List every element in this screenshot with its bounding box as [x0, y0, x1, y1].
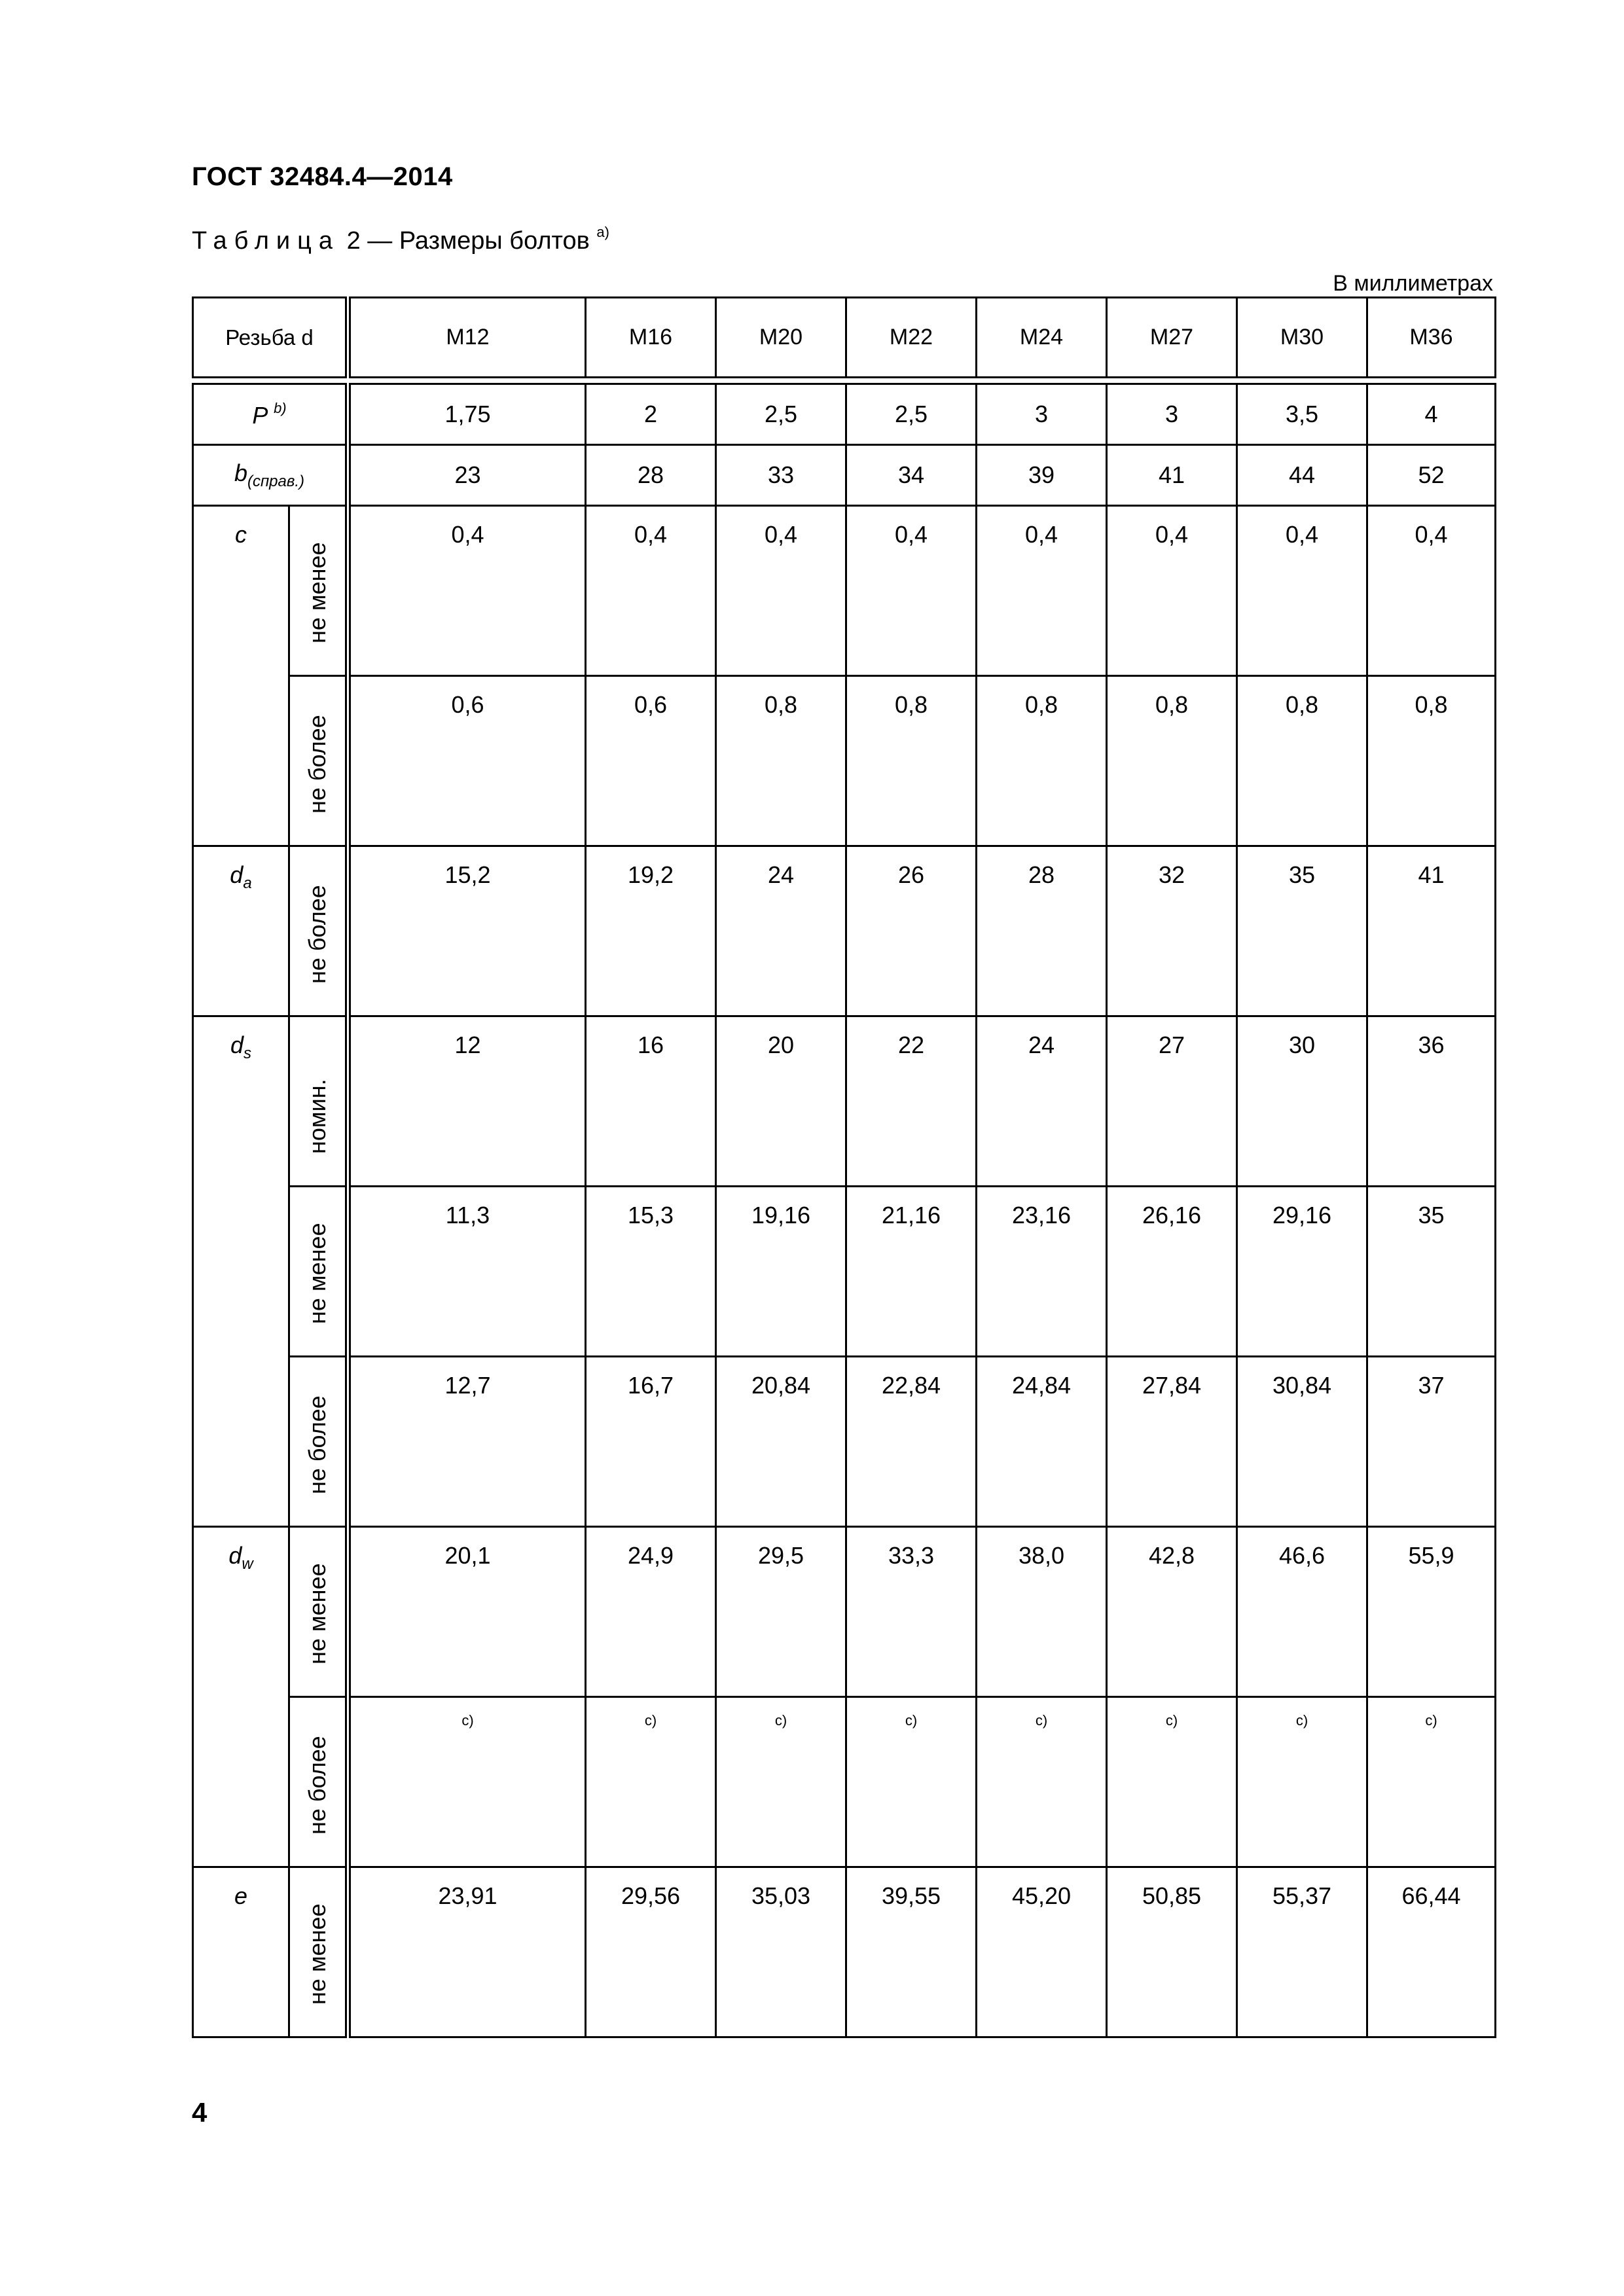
parameter-label	[193, 1527, 289, 1867]
header-rule-row	[193, 378, 1496, 384]
value-cell: 0,8	[1367, 676, 1496, 846]
value-cell: 4	[1367, 384, 1496, 445]
value-cell: 0,8	[716, 676, 846, 846]
value-cell: 2,5	[716, 384, 846, 445]
qualifier-label: не менее	[304, 1223, 331, 1324]
value-cell: 0,6	[348, 676, 586, 846]
value-cell: 0,8	[846, 676, 977, 846]
value-cell: 34	[846, 445, 977, 506]
qualifier-cell	[289, 506, 348, 676]
value-cell: 52	[1367, 445, 1496, 506]
value-cell: 12	[348, 1016, 586, 1187]
value-cell: 24	[716, 846, 846, 1016]
qualifier-cell	[289, 1697, 348, 1867]
parameter-subscript: (справ.)	[247, 473, 305, 491]
value-cell: 50,85	[1107, 1867, 1237, 2037]
parameter-subscript: w	[242, 1555, 253, 1573]
value-cell: 3	[1107, 384, 1237, 445]
parameter-symbol: b	[234, 459, 247, 486]
value-cell: 20,1	[348, 1527, 586, 1697]
qualifier-cell	[289, 1016, 348, 1187]
qualifier-cell	[289, 676, 348, 846]
page-number: 4	[192, 2097, 208, 2128]
bolt-dimensions-table	[192, 296, 1496, 2038]
value-cell: 0,4	[716, 506, 846, 676]
value-cell: 46,6	[1237, 1527, 1367, 1697]
value-cell: 26,16	[1107, 1187, 1237, 1357]
table-row	[193, 1697, 1496, 1867]
parameter-symbol: c	[235, 521, 247, 548]
table-row	[193, 445, 1496, 506]
value-cell: c)	[586, 1697, 716, 1867]
value-cell: 0,4	[846, 506, 977, 676]
value-cell: 15,3	[586, 1187, 716, 1357]
caption-dash: —	[367, 227, 393, 255]
caption-prefix: Таблица	[192, 227, 340, 255]
value-cell: 24,84	[977, 1357, 1107, 1527]
value-cell: 38,0	[977, 1527, 1107, 1697]
value-cell: c)	[977, 1697, 1107, 1867]
value-cell: 22,84	[846, 1357, 977, 1527]
value-cell: 22	[846, 1016, 977, 1187]
parameter-label	[193, 506, 289, 846]
value-cell: 29,56	[586, 1867, 716, 2037]
value-cell: 44	[1237, 445, 1367, 506]
value-cell: 33,3	[846, 1527, 977, 1697]
value-cell: 12,7	[348, 1357, 586, 1527]
caption-number: 2	[346, 227, 361, 255]
parameter-symbol: d	[230, 1031, 244, 1058]
table-row	[193, 1527, 1496, 1697]
table-row	[193, 506, 1496, 676]
table-header-row	[193, 298, 1496, 378]
value-cell: 55,9	[1367, 1527, 1496, 1697]
value-cell: 16,7	[586, 1357, 716, 1527]
value-cell: 0,8	[1237, 676, 1367, 846]
qualifier-label: не менее	[304, 1563, 331, 1664]
table-caption	[192, 224, 609, 255]
parameter-footnote-mark: b)	[274, 399, 287, 416]
value-cell: 0,4	[1367, 506, 1496, 676]
parameter-symbol: d	[230, 861, 244, 888]
table-row	[193, 846, 1496, 1016]
parameter-symbol: P	[252, 401, 268, 429]
value-cell: 39	[977, 445, 1107, 506]
value-cell: 41	[1367, 846, 1496, 1016]
value-cell: 16	[586, 1016, 716, 1187]
table-row	[193, 384, 1496, 445]
value-cell: 30	[1237, 1016, 1367, 1187]
value-cell: 29,5	[716, 1527, 846, 1697]
value-cell: 27	[1107, 1016, 1237, 1187]
value-cell: 35	[1367, 1187, 1496, 1357]
thread-size-header: М36	[1367, 298, 1496, 378]
qualifier-label: не более	[304, 715, 331, 814]
value-cell: 42,8	[1107, 1527, 1237, 1697]
value-cell: 66,44	[1367, 1867, 1496, 2037]
value-cell: 35	[1237, 846, 1367, 1016]
thread-size-header: М16	[586, 298, 716, 378]
value-cell: 23,16	[977, 1187, 1107, 1357]
qualifier-cell	[289, 846, 348, 1016]
qualifier-cell	[289, 1867, 348, 2037]
value-cell: 23	[348, 445, 586, 506]
value-cell: 0,4	[1107, 506, 1237, 676]
table-row	[193, 1867, 1496, 2037]
parameter-label	[193, 846, 289, 1016]
caption-footnote-mark: a)	[596, 224, 609, 240]
value-cell: 30,84	[1237, 1357, 1367, 1527]
parameter-subscript: a	[243, 874, 252, 893]
parameter-subscript: s	[244, 1045, 252, 1063]
value-cell: 26	[846, 846, 977, 1016]
table-row	[193, 676, 1496, 846]
document-header: ГОСТ 32484.4—2014	[192, 162, 453, 191]
value-cell: 55,37	[1237, 1867, 1367, 2037]
parameter-label	[193, 445, 348, 506]
value-cell: 0,4	[1237, 506, 1367, 676]
qualifier-cell	[289, 1357, 348, 1527]
thread-size-header: М12	[348, 298, 586, 378]
value-cell: 3	[977, 384, 1107, 445]
value-cell: c)	[1367, 1697, 1496, 1867]
value-cell: 45,20	[977, 1867, 1107, 2037]
table-row	[193, 1016, 1496, 1187]
value-cell: 35,03	[716, 1867, 846, 2037]
value-cell: 0,8	[1107, 676, 1237, 846]
qualifier-label: не более	[304, 885, 331, 984]
value-cell: 32	[1107, 846, 1237, 1016]
parameter-label	[193, 384, 348, 445]
table-row	[193, 1357, 1496, 1527]
thread-size-header: М27	[1107, 298, 1237, 378]
value-cell: 2	[586, 384, 716, 445]
parameter-label	[193, 1867, 289, 2037]
qualifier-label: номин.	[304, 1079, 331, 1154]
value-cell: c)	[1237, 1697, 1367, 1867]
value-cell: 37	[1367, 1357, 1496, 1527]
value-cell: 0,4	[977, 506, 1107, 676]
qualifier-label: не менее	[304, 1903, 331, 2005]
qualifier-label: не менее	[304, 542, 331, 643]
value-cell: c)	[1107, 1697, 1237, 1867]
value-cell: 21,16	[846, 1187, 977, 1357]
value-cell: 20	[716, 1016, 846, 1187]
value-cell: c)	[348, 1697, 586, 1867]
thread-header: Резьба d	[193, 298, 348, 378]
value-cell: 28	[977, 846, 1107, 1016]
parameter-symbol: d	[228, 1542, 242, 1569]
qualifier-label: не более	[304, 1395, 331, 1494]
caption-title: Размеры болтов	[399, 227, 590, 255]
value-cell: 24	[977, 1016, 1107, 1187]
value-cell: 0,4	[586, 506, 716, 676]
thread-size-header: М20	[716, 298, 846, 378]
parameter-label	[193, 1016, 289, 1527]
value-cell: 41	[1107, 445, 1237, 506]
value-cell: c)	[846, 1697, 977, 1867]
qualifier-label: не более	[304, 1736, 331, 1835]
thread-size-header: М22	[846, 298, 977, 378]
value-cell: c)	[716, 1697, 846, 1867]
qualifier-cell	[289, 1527, 348, 1697]
value-cell: 24,9	[586, 1527, 716, 1697]
value-cell: 11,3	[348, 1187, 586, 1357]
value-cell: 19,16	[716, 1187, 846, 1357]
value-cell: 23,91	[348, 1867, 586, 2037]
units-note: В миллиметрах	[1333, 271, 1493, 296]
value-cell: 0,4	[348, 506, 586, 676]
value-cell: 36	[1367, 1016, 1496, 1187]
qualifier-cell	[289, 1187, 348, 1357]
value-cell: 39,55	[846, 1867, 977, 2037]
header-rule	[193, 378, 1496, 384]
value-cell: 19,2	[586, 846, 716, 1016]
value-cell: 20,84	[716, 1357, 846, 1527]
thread-size-header: М24	[977, 298, 1107, 378]
value-cell: 33	[716, 445, 846, 506]
value-cell: 29,16	[1237, 1187, 1367, 1357]
parameter-symbol: e	[234, 1882, 248, 1909]
value-cell: 2,5	[846, 384, 977, 445]
value-cell: 3,5	[1237, 384, 1367, 445]
value-cell: 27,84	[1107, 1357, 1237, 1527]
thread-size-header: М30	[1237, 298, 1367, 378]
value-cell: 15,2	[348, 846, 586, 1016]
value-cell: 1,75	[348, 384, 586, 445]
value-cell: 0,8	[977, 676, 1107, 846]
value-cell: 0,6	[586, 676, 716, 846]
table-row	[193, 1187, 1496, 1357]
value-cell: 28	[586, 445, 716, 506]
